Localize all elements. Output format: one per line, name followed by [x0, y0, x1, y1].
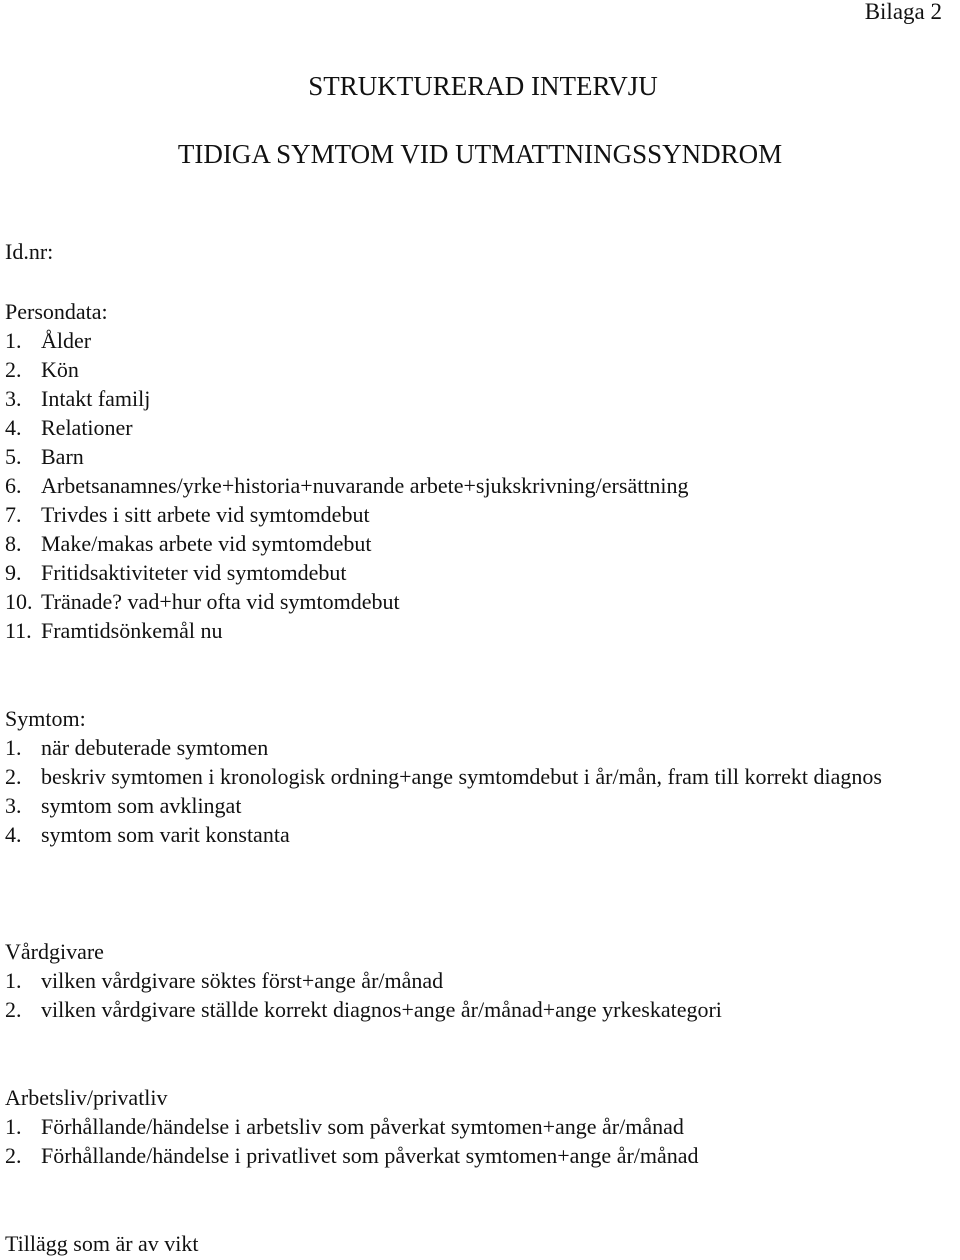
list-item	[5, 384, 945, 413]
list-item-text: Förhållande/händelse i privatlivet som påverkat symtomen+ange år/månad	[41, 1143, 699, 1168]
tillagg-heading: Tillägg som är av vikt	[5, 1231, 199, 1256]
list-item-text: Arbetsanamnes/yrke+historia+nuvarande arbete+sjukskrivning/ersättning	[41, 473, 689, 498]
list-item-number: 4.	[5, 822, 22, 847]
list-item-number: 3.	[5, 793, 22, 818]
list-item-number: 9.	[5, 560, 22, 585]
list-item	[5, 995, 945, 1024]
vardgivare-section	[5, 937, 945, 1024]
annex-label: Bilaga 2	[864, 0, 942, 24]
list-item-text: symtom som avklingat	[41, 793, 242, 818]
list-item-text: Fritidsaktiviteter vid symtomdebut	[41, 560, 347, 585]
list-item-text: Relationer	[41, 415, 133, 440]
list-item-number: 6.	[5, 473, 22, 498]
list-item	[5, 762, 945, 791]
list-item-text: Ålder	[41, 328, 92, 353]
list-item	[5, 966, 945, 995]
list-item-text: Trivdes i sitt arbete vid symtomdebut	[41, 502, 370, 527]
list-item-number: 10.	[5, 589, 33, 614]
list-item	[5, 500, 945, 529]
persondata-list	[5, 326, 945, 645]
arbetsliv-section	[5, 1083, 945, 1170]
list-item	[5, 820, 945, 849]
list-item	[5, 791, 945, 820]
arbetsliv-list	[5, 1112, 945, 1170]
list-item	[5, 355, 945, 384]
list-item-text: vilken vårdgivare ställde korrekt diagnos+ange år/månad+ange yrkeskategori	[41, 997, 722, 1022]
list-item-text: Förhållande/händelse i arbetsliv som påverkat symtomen+ange år/månad	[41, 1114, 684, 1139]
list-item-text: Kön	[41, 357, 79, 382]
list-item-number: 2.	[5, 357, 22, 382]
list-item	[5, 326, 945, 355]
list-item-text: när debuterade symtomen	[41, 735, 269, 760]
persondata-heading: Persondata:	[5, 299, 108, 324]
list-item-text: Intakt familj	[41, 386, 151, 411]
list-item-number: 2.	[5, 1143, 22, 1168]
list-item-text: Barn	[41, 444, 84, 469]
list-item-text: vilken vårdgivare söktes först+ange år/månad	[41, 968, 444, 993]
symtom-list	[5, 733, 945, 849]
document-title: STRUKTURERAD INTERVJU	[308, 71, 658, 101]
list-item	[5, 529, 945, 558]
list-item	[5, 1112, 945, 1141]
list-item-text: Framtidsönkemål nu	[41, 618, 223, 643]
list-item-number: 1.	[5, 735, 22, 760]
id-field-section	[5, 237, 945, 266]
list-item	[5, 442, 945, 471]
id-field-label: Id.nr:	[5, 239, 54, 264]
list-item-number: 1.	[5, 1114, 22, 1139]
list-item	[5, 1141, 945, 1170]
arbetsliv-heading: Arbetsliv/privatliv	[5, 1085, 168, 1110]
list-item	[5, 733, 945, 762]
list-item-number: 2.	[5, 997, 22, 1022]
list-item	[5, 558, 945, 587]
list-item-number: 4.	[5, 415, 22, 440]
list-item	[5, 587, 945, 616]
list-item-number: 8.	[5, 531, 22, 556]
symtom-section	[5, 704, 945, 849]
persondata-section	[5, 297, 945, 645]
list-item	[5, 471, 945, 500]
list-item-number: 7.	[5, 502, 22, 527]
list-item-text: Make/makas arbete vid symtomdebut	[41, 531, 372, 556]
vardgivare-heading: Vårdgivare	[5, 939, 104, 964]
list-item	[5, 616, 945, 645]
vardgivare-list	[5, 966, 945, 1024]
tillagg-section	[5, 1229, 945, 1258]
list-item-number: 5.	[5, 444, 22, 469]
document-subtitle: TIDIGA SYMTOM VID UTMATTNINGSSYNDROM	[177, 139, 783, 169]
list-item-text: symtom som varit konstanta	[41, 822, 290, 847]
list-item-number: 11.	[5, 618, 32, 643]
list-item-number: 1.	[5, 328, 22, 353]
list-item-number: 2.	[5, 764, 22, 789]
list-item-text: beskriv symtomen i kronologisk ordning+ange symtomdebut i år/mån, fram till korrekt diagnos	[41, 764, 882, 789]
list-item-number: 3.	[5, 386, 22, 411]
list-item-number: 1.	[5, 968, 22, 993]
symtom-heading: Symtom:	[5, 706, 86, 731]
list-item	[5, 413, 945, 442]
list-item-text: Tränade? vad+hur ofta vid symtomdebut	[41, 589, 400, 614]
